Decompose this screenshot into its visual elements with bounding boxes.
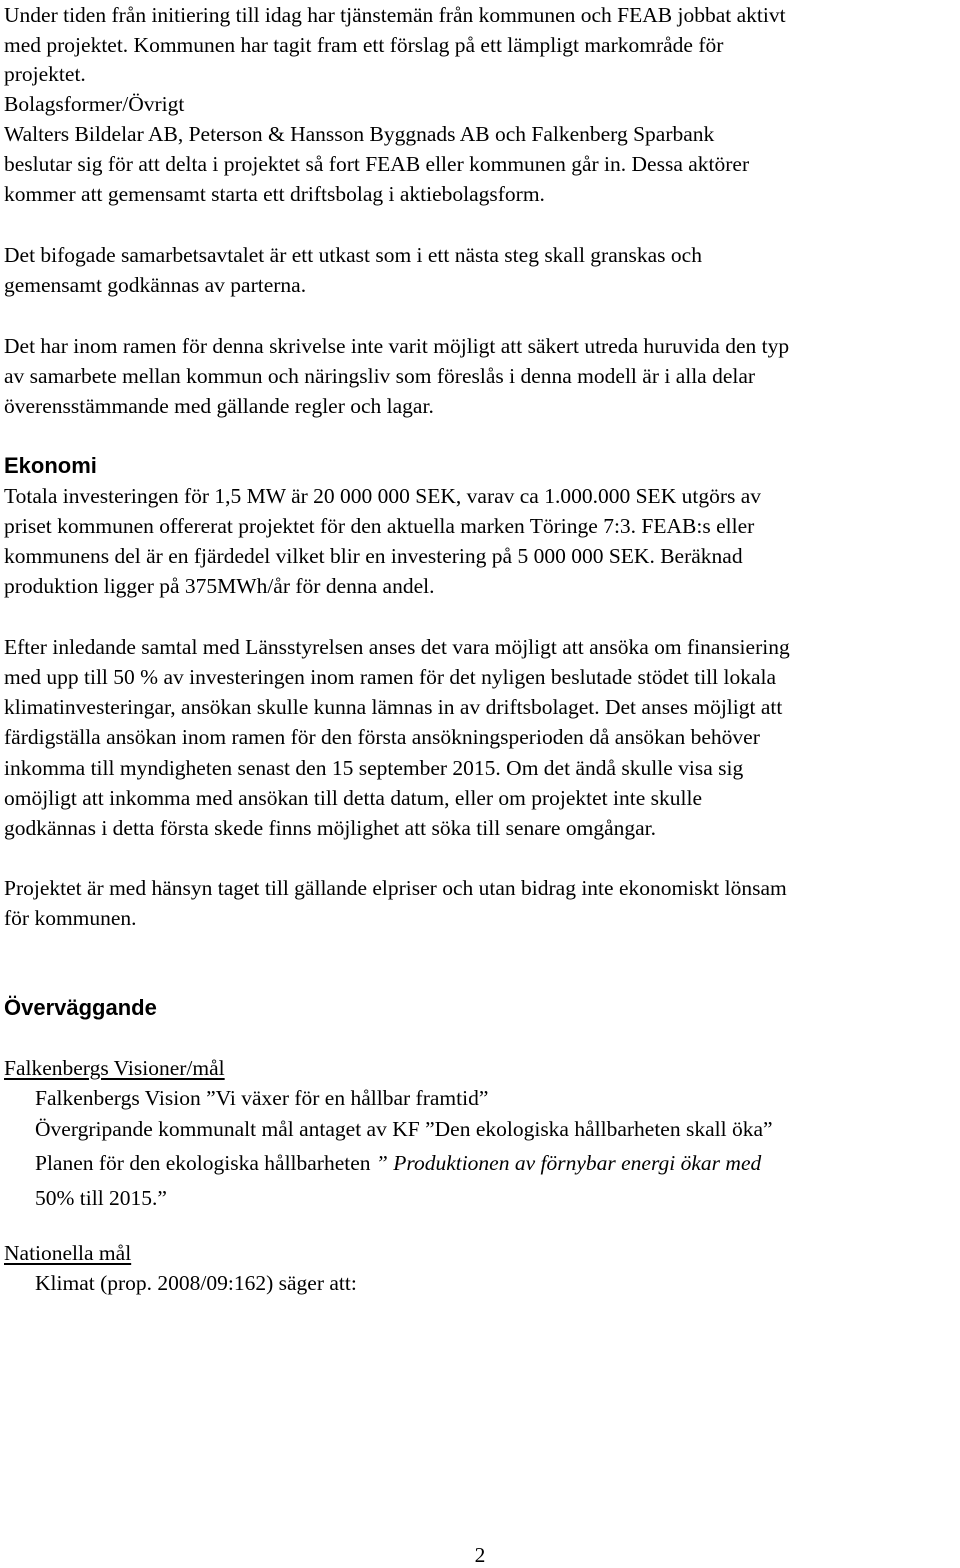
lansstyrelsen-line-7: godkännas i detta första skede finns möjlighet att söka till senare omgångar. (4, 816, 657, 840)
page-number: 2 (474, 1543, 486, 1567)
ekonomi-line-1: Totala investeringen för 1,5 MW är 20 000 000 SEK, varav ca 1.000.000 SEK utgörs av (4, 484, 762, 508)
planen-prefix: Planen för den ekologiska hållbarheten (35, 1151, 376, 1175)
lansstyrelsen-line-4: färdigställa ansökan inom ramen för den första ansökningsperioden då ansökan behöver (4, 725, 760, 749)
samarbete-line-2: gemensamt godkännas av parterna. (4, 273, 307, 297)
ramen-line-3: överensstämmande med gällande regler och lagar. (4, 394, 434, 418)
ramen-line-2: av samarbete mellan kommun och näringsliv som föreslås i denna modell är i alla delar (4, 364, 756, 388)
ekonomi-line-2: priset kommunen offererat projektet för den aktuella marken Töringe 7:3. FEAB:s eller (4, 514, 755, 538)
intro-line-2: med projektet. Kommunen har tagit fram ett förslag på ett lämpligt markområde för (4, 33, 724, 57)
bolag-line-1: Walters Bildelar AB, Peterson & Hansson Byggnads AB och Falkenberg Sparbank (4, 122, 715, 146)
ramen-line-1: Det har inom ramen för denna skrivelse inte varit möjligt att säkert utreda huruvida den typ (4, 334, 790, 358)
klimat-line: Klimat (prop. 2008/09:162) säger att: (35, 1271, 357, 1295)
nationella-heading: Nationella mål (4, 1241, 132, 1265)
ekonomi-line-3: kommunens del är en fjärdedel vilket blir en investering på 5 000 000 SEK. Beräknad (4, 544, 743, 568)
lansstyrelsen-line-3: klimatinvesteringar, ansökan skulle kunna lämnas in av driftsbolaget. Det anses möjligt att (4, 695, 783, 719)
elpriser-line-1: Projektet är med hänsyn taget till gällande elpriser och utan bidrag inte ekonomiskt lönsam (4, 876, 787, 900)
bolagsformer-heading: Bolagsformer/Övrigt (4, 92, 185, 116)
lansstyrelsen-line-2: med upp till 50 % av investeringen inom ramen för det nyligen beslutade stödet till lokala (4, 665, 777, 689)
samarbete-line-1: Det bifogade samarbetsavtalet är ett utkast som i ett nästa steg skall granskas och (4, 243, 702, 267)
planen-end-line: 50% till 2015.” (35, 1186, 167, 1210)
lansstyrelsen-line-6: omöjligt att inkomma med ansökan till detta datum, eller om projektet inte skulle (4, 786, 703, 810)
elpriser-line-2: för kommunen. (4, 906, 137, 930)
ekonomi-heading: Ekonomi (4, 453, 97, 478)
planen-line (35, 1148, 761, 1178)
overvagande-heading: Överväggande (4, 995, 157, 1020)
bolag-line-2: beslutar sig för att delta i projektet så fort FEAB eller kommunen går in. Dessa aktörer (4, 152, 750, 176)
intro-line-1: Under tiden från initiering till idag har tjänstemän från kommunen och FEAB jobbat aktivt (4, 3, 786, 27)
kf-mal-line: Övergripande kommunalt mål antaget av KF ”Den ekologiska hållbarheten skall öka” (35, 1117, 773, 1141)
visioner-heading: Falkenbergs Visioner/mål (4, 1056, 225, 1080)
document-page (4, 0, 956, 1567)
vision-line: Falkenbergs Vision ”Vi växer för en hållbar framtid” (35, 1086, 489, 1110)
lansstyrelsen-line-5: inkomma till myndigheten senast den 15 september 2015. Om det ändå skulle visa sig (4, 756, 744, 780)
bolag-line-3: kommer att gemensamt starta ett driftsbolag i aktiebolagsform. (4, 182, 545, 206)
intro-line-3: projektet. (4, 62, 86, 86)
lansstyrelsen-line-1: Efter inledande samtal med Länsstyrelsen anses det vara möjligt att ansöka om finansiering (4, 635, 790, 659)
planen-quote: ” Produktionen av förnybar energi ökar med (375, 1151, 762, 1175)
ekonomi-line-4: produktion ligger på 375MWh/år för denna andel. (4, 574, 435, 598)
